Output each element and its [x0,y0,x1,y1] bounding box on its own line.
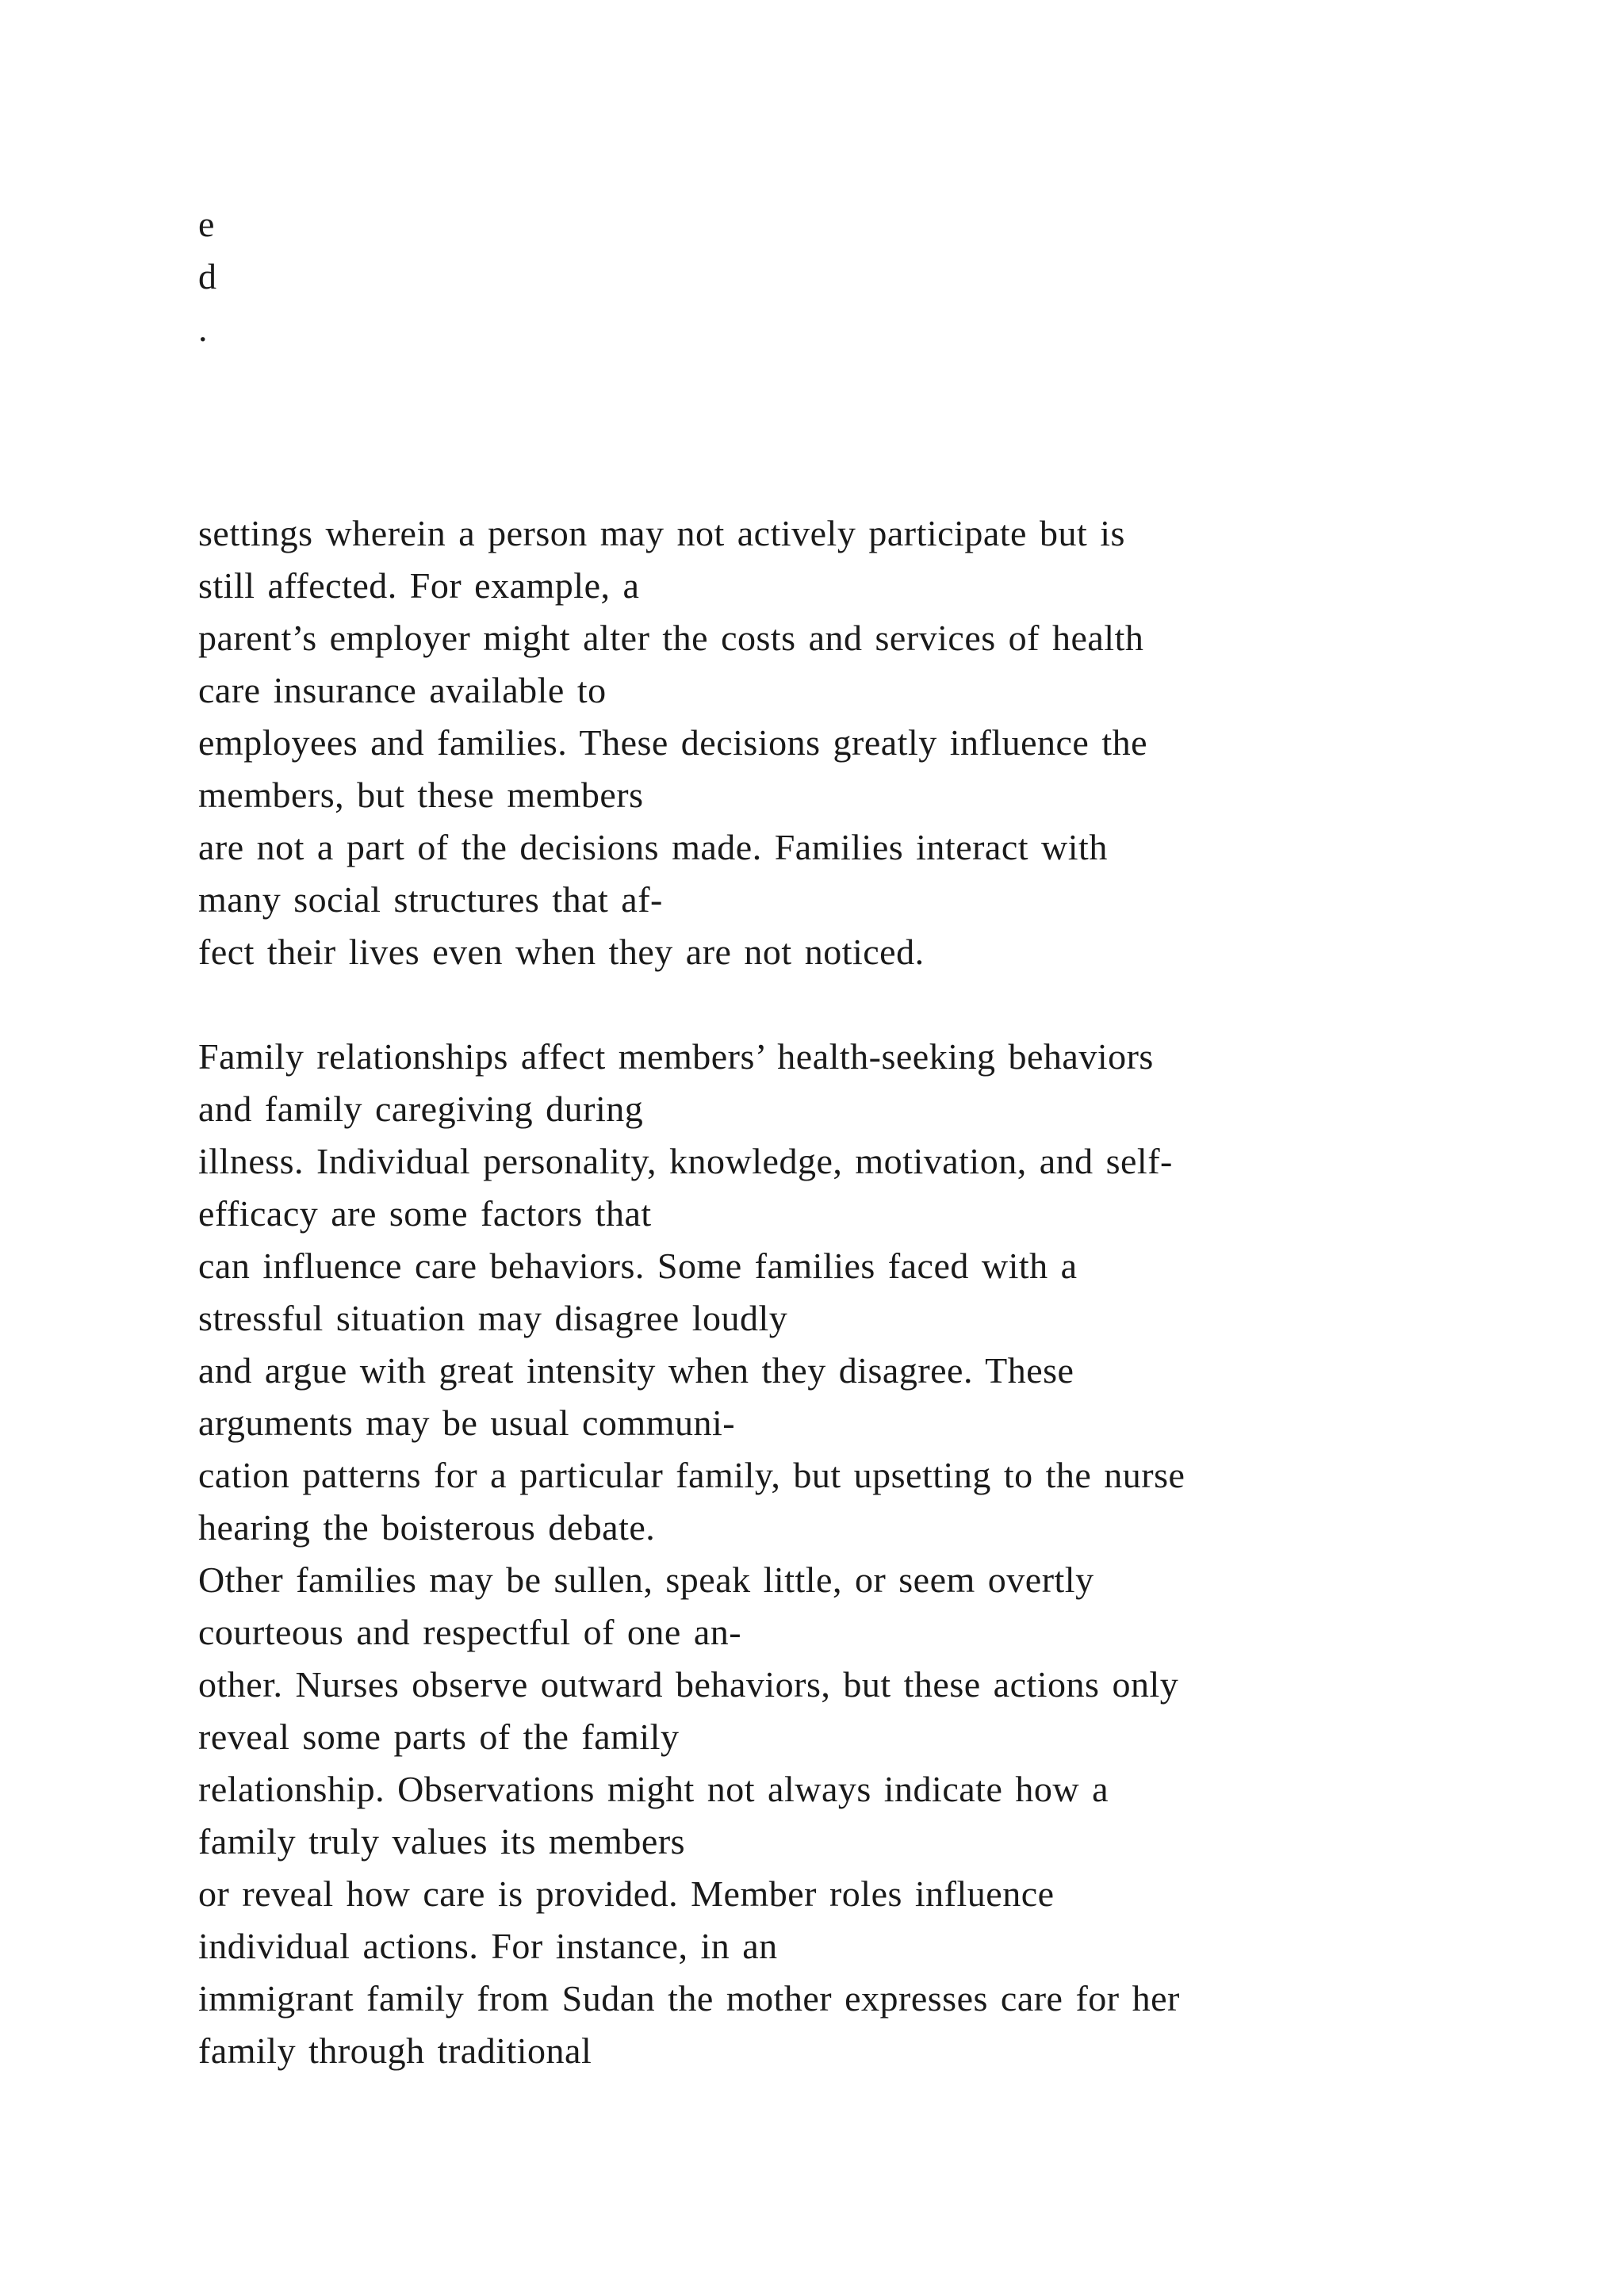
text-line: hearing the boisterous debate. [198,1507,656,1548]
body-text [198,507,1546,2077]
text-line: cation patterns for a particular family, but upsetting to the nurse [198,1455,1185,1495]
stray-char: . [198,308,208,349]
paragraph-gap [198,978,1546,1031]
stray-characters [198,198,216,355]
text-line: still affected. For example, a [198,565,640,606]
text-line: can influence care behaviors. Some families faced with a [198,1246,1078,1286]
text-line: are not a part of the decisions made. Families interact with [198,827,1108,867]
text-line: stressful situation may disagree loudly [198,1298,788,1338]
paragraph-1 [198,507,1546,978]
text-line: settings wherein a person may not actively participate but is [198,513,1125,553]
text-line: fect their lives even when they are not noticed. [198,932,925,972]
text-line: care insurance available to [198,670,607,710]
stray-char: e [198,204,215,244]
text-line: employees and families. These decisions greatly influence the [198,722,1148,763]
text-line: and argue with great intensity when they disagree. These [198,1350,1074,1391]
text-line: Other families may be sullen, speak little, or seem overtly [198,1559,1094,1600]
text-line: illness. Individual personality, knowledge, motivation, and self- [198,1141,1173,1181]
text-line: courteous and respectful of one an- [198,1612,742,1652]
text-line: members, but these members [198,775,644,815]
text-line: relationship. Observations might not always indicate how a [198,1769,1109,1809]
text-line: family through traditional [198,2030,592,2071]
text-line: individual actions. For instance, in an [198,1926,778,1966]
paragraph-2 [198,1031,1546,2077]
text-line: or reveal how care is provided. Member roles influence [198,1873,1055,1914]
text-line: immigrant family from Sudan the mother expresses care for her [198,1978,1180,2019]
text-line: Family relationships affect members’ health-seeking behaviors [198,1036,1154,1077]
text-line: reveal some parts of the family [198,1716,680,1757]
text-line: arguments may be usual communi- [198,1402,736,1443]
text-line: parent’s employer might alter the costs and services of health [198,618,1144,658]
text-line: other. Nurses observe outward behaviors, but these actions only [198,1664,1179,1705]
text-line: family truly values its members [198,1821,686,1862]
text-line: and family caregiving during [198,1089,644,1129]
text-line: many social structures that af- [198,879,663,920]
stray-char: d [198,256,216,297]
text-line: efficacy are some factors that [198,1193,652,1234]
